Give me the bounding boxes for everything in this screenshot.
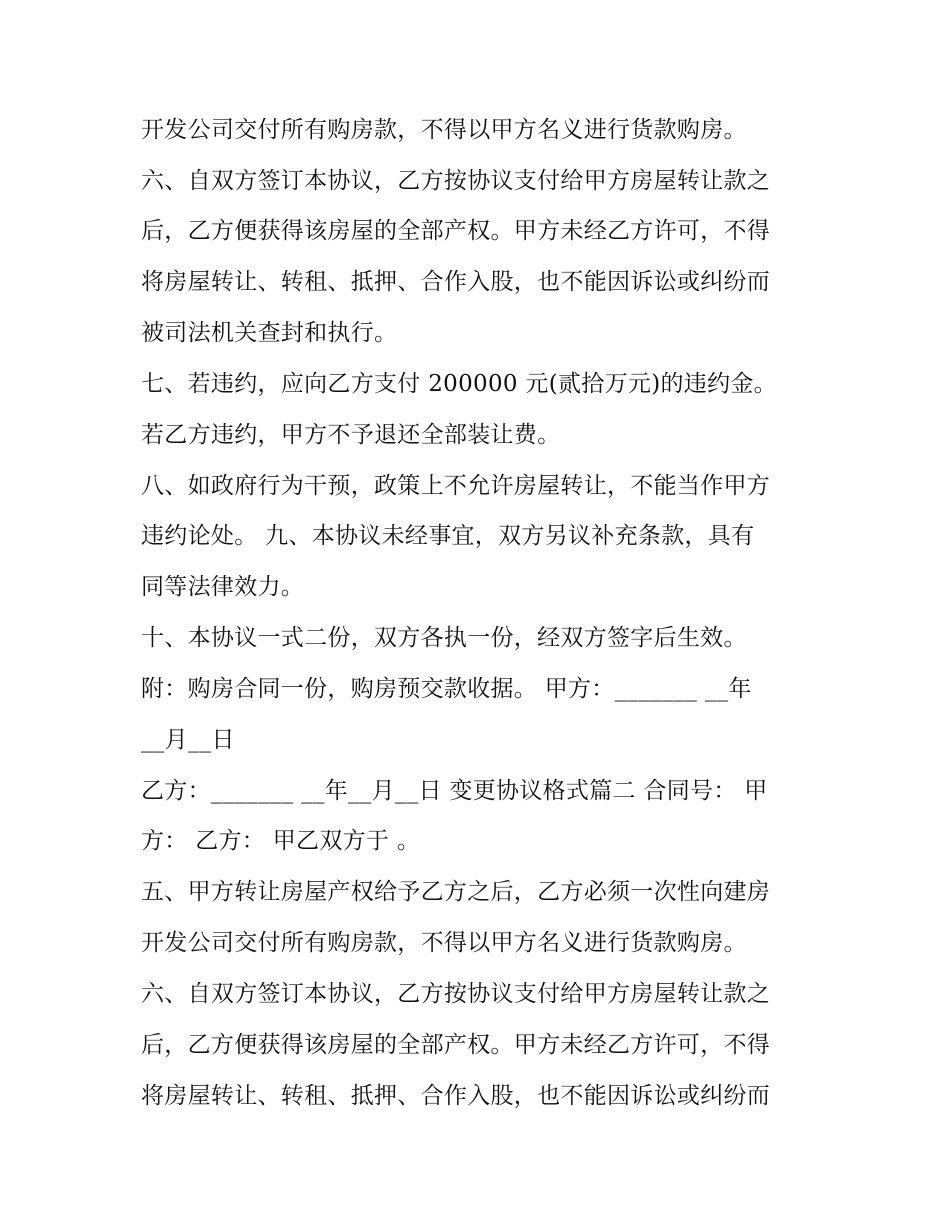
- text-line: 八、如政府行为干预，政策上不允许房屋转让，不能当作甲方: [141, 473, 771, 499]
- text-line: 将房屋转让、转租、抵押、合作入股，也不能因诉讼或纠纷而: [141, 1083, 771, 1109]
- text-line: 开发公司交付所有购房款，不得以甲方名义进行货款购房。: [141, 930, 747, 956]
- text-line: 五、甲方转让房屋产权给予乙方之后，乙方必须一次性向建房: [141, 879, 771, 905]
- text-line: 七、若违约，应向乙方支付 200000 元(贰拾万元)的违约金。: [141, 371, 777, 397]
- text-line: 违约论处。 九、本协议未经事宜，双方另议补充条款，具有: [141, 523, 755, 549]
- text-line: 方： 乙方： 甲乙双方于 。: [141, 828, 421, 854]
- text-line: 开发公司交付所有购房款，不得以甲方名义进行货款购房。: [141, 117, 747, 143]
- text-line: 附：购房合同一份，购房预交款收据。 甲方：_______ __年: [141, 676, 752, 702]
- text-line: 将房屋转让、转租、抵押、合作入股，也不能因诉讼或纠纷而: [141, 269, 771, 295]
- text-line: 后，乙方便获得该房屋的全部产权。甲方未经乙方许可，不得: [141, 218, 771, 244]
- text-line: 后，乙方便获得该房屋的全部产权。甲方未经乙方许可，不得: [141, 1032, 771, 1058]
- text-line: 乙方：_______ __年__月__日 变更协议格式篇二 合同号： 甲: [141, 778, 768, 804]
- text-line: 六、自双方签订本协议，乙方按协议支付给甲方房屋转让款之: [141, 168, 771, 194]
- text-line: __月__日: [141, 727, 235, 753]
- text-line: 若乙方违约，甲方不予退还全部装让费。: [141, 422, 561, 448]
- text-line: 十、本协议一式二份，双方各执一份，经双方签字后生效。: [141, 625, 747, 651]
- text-line: 被司法机关查封和执行。: [141, 320, 398, 346]
- text-line: 六、自双方签订本协议，乙方按协议支付给甲方房屋转让款之: [141, 981, 771, 1007]
- text-line: 同等法律效力。: [141, 574, 305, 600]
